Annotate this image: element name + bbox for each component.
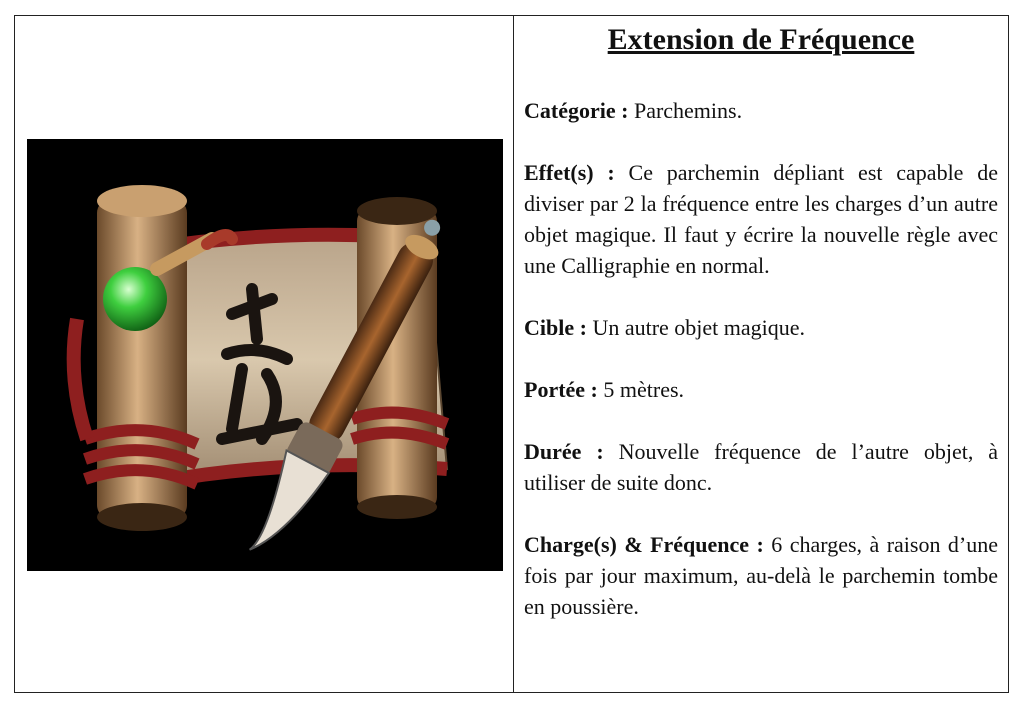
field-effects [524,157,998,281]
description-cell [514,16,1008,692]
field-value: Un autre objet magique. [592,315,806,340]
field-value: 6 charges, à raison d’une fois par jour maximum, au-delà le parchemin tombe en poussière. [524,532,998,619]
field-value: 5 mètres. [603,377,685,402]
field-label: Effet(s) : [524,160,615,185]
image-cell [15,16,514,692]
field-value: Ce parchemin dépliant est capable de diviser par 2 la fréquence entre les charges d’un autre objet magique. Il faut y écrire la nouvelle règle avec une Calligraphie en normal. [524,160,998,278]
field-label: Charge(s) & Fréquence : [524,532,764,557]
field-range [524,374,998,405]
field-label: Portée : [524,377,598,402]
field-target [524,312,998,343]
field-value: Parchemins. [633,98,743,123]
field-label: Cible : [524,315,587,340]
field-value: Nouvelle fréquence de l’autre objet, à utiliser de suite donc. [524,439,999,495]
field-category [524,95,998,126]
item-title: Extension de Fréquence [607,23,915,56]
field-charges [524,529,998,622]
field-label: Catégorie : [524,98,629,123]
field-label: Durée : [524,439,604,464]
scroll-and-brush-icon [27,139,503,571]
item-card [14,15,1009,693]
field-duration [524,436,998,498]
